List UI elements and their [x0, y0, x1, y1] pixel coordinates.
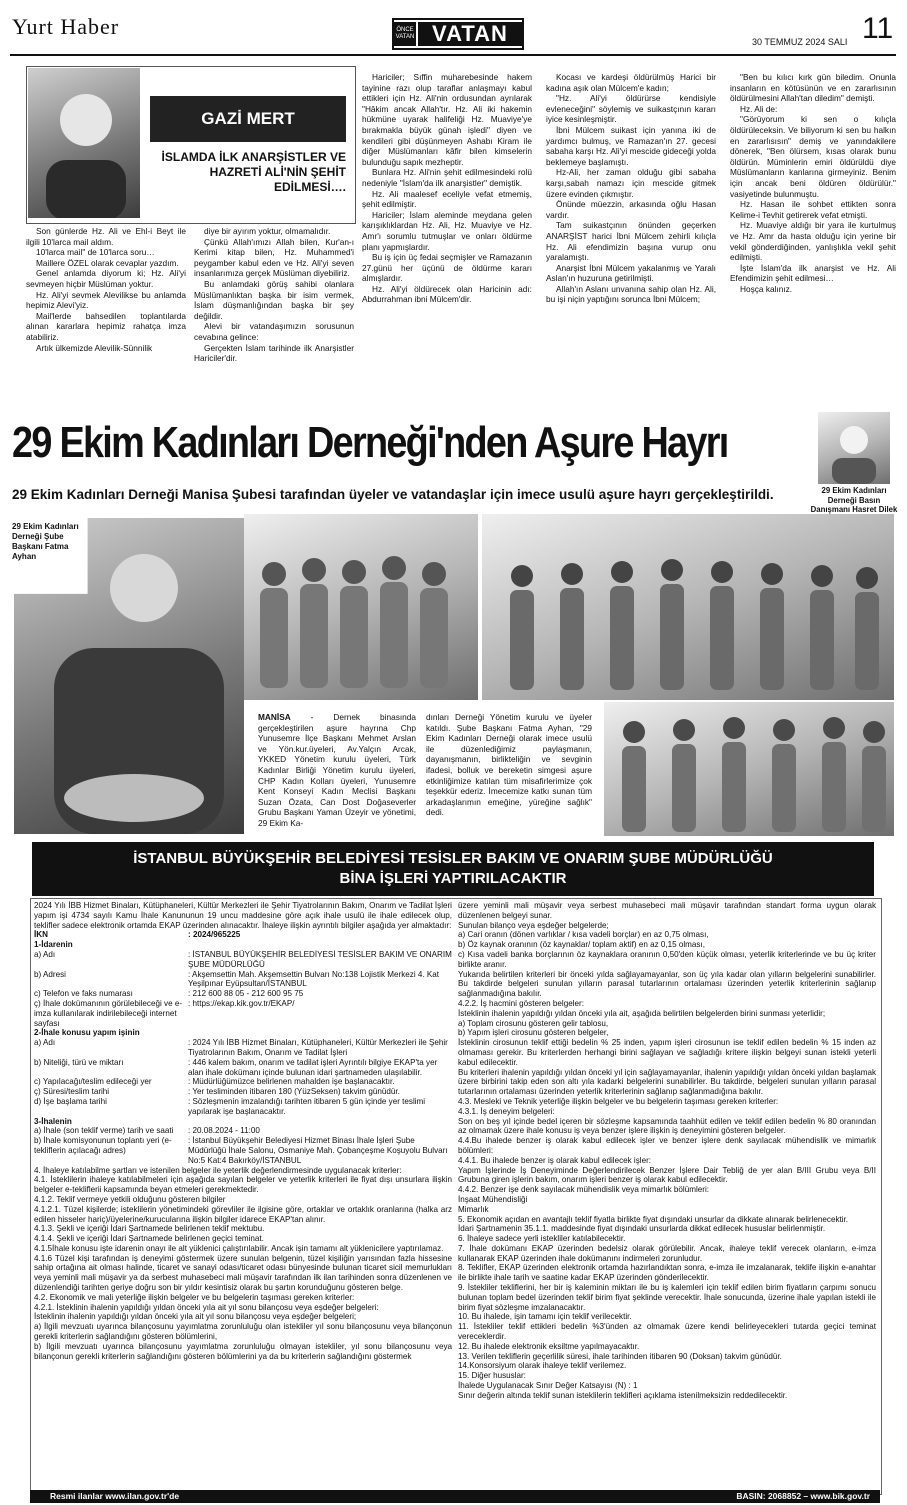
ad-paragraph: 7. İhale dokümanı EKAP üzerinden bedelsiz olarak görülebilir. Ancak, ihaleye teklif verecek olanların, e-imza kullanarak EKAP üzerinden ihale dokümanını indirmeleri zorunludur. — [458, 1243, 876, 1263]
footer-left[interactable]: Resmi ilanlar www.ilan.gov.tr'de — [50, 1491, 180, 1501]
ad-detail-key: 2-İhale konusu yapım işinin — [34, 1028, 140, 1038]
ad-detail-row — [34, 1087, 452, 1097]
ad-paragraph: 15. Diğer hususlar: — [458, 1371, 526, 1381]
column-paragraph: İşte İslam'da ilk anarşist ve Hz. Ali Efendimizin şehit edilmesi… — [730, 262, 896, 284]
column-paragraph: "Görüyorum ki sen o kılıçla öldürüleceksin. Ve biliyorum ki sen bu halkın en zararlısısın" demiş ve yanındakilere dönerek, "Ben ölürsem, kısas olarak bunu öldürün. Müminlerin emiri öldürüldü diye Müslümanların kanlarına girmeyiniz. Benim için ancak beni öldüren öldürülür." vasiyetinde bulunmuştu. — [730, 114, 896, 199]
ad-detail-row — [34, 989, 452, 999]
group-photo-3 — [604, 702, 894, 836]
page-number: 11 — [862, 12, 894, 45]
ad-detail-value: : 446 kalem bakım, onarım ve tadilat işleri Ayrıntılı bilgiye EKAP'ta yer alan ihale dokümanı içinde bulunan idari şartnameden ulaşılabilir. — [188, 1057, 438, 1077]
group-photo-1 — [244, 514, 478, 700]
ad-detail-row — [34, 970, 452, 990]
ad-detail-row — [34, 1126, 452, 1136]
ad-detail-row — [34, 1028, 452, 1038]
ad-paragraph: 4.3.1. İş deneyim belgeleri: — [458, 1106, 555, 1116]
column-paragraph: "Hz. Ali'yi öldürürse kendisiyle evleneceğini" söylemiş ve suikastçının kararı iyice kesinleşmiştir. — [546, 93, 716, 125]
ad-paragraph: a) İlgili mevzuatı uyarınca bilançosunu yayımlatma zorunluluğu olan istekliler yıl sonu bilançosunu veya bilançonun gerekli kriterlerin sağlandığını gösteren bölümlerini, — [34, 1322, 452, 1342]
ad-intro: 2024 Yılı İBB Hizmet Binaları, Kütüphaneleri, Kültür Merkezleri ile Şehir Tiyatrolarının Bakım, Onarım ve Tadilat İşleri yapım işi 4734 sayılı Kamu İhale Kanununun 19 uncu maddesine göre açık ihale usulü ile ihale edilecek olup, teklifler sadece elektronik ortamda EKAP üzerinden alınacaktır. İhaleye ilişkin ayrıntılı bilgiler aşağıda yer almaktadır: — [34, 901, 452, 930]
ad-detail-key: ç) Süresi/teslim tarihi — [34, 1087, 110, 1097]
ikn-label: İKN — [34, 930, 48, 940]
ad-paragraph: 4.1.4. Şekli ve içeriği İdari Şartnamede belirlenen geçici teminat. — [34, 1234, 264, 1244]
column-paragraph: Artık ülkemizde Alevilik-Sünnilik — [36, 342, 153, 353]
ad-banner-line2: BİNA İŞLERİ YAPTIRILACAKTIR — [339, 870, 567, 887]
footer-right[interactable]: BASIN: 2068852 – www.bik.gov.tr — [736, 1491, 870, 1501]
column-paragraph: Genel anlamda diyorum ki; Hz. Ali'yi sevmeyen hiçbir Müslüman yoktur. — [26, 268, 186, 289]
ad-detail-value: : Akşemsettin Mah. Akşemsettin Bulvarı No:138 Lojistik Merkezi 4. Kat Yeşilpınar Eyüpsultan/İSTANBUL — [188, 969, 440, 989]
group-photo-2 — [482, 514, 894, 700]
column-paragraph: İbni Mülcem suikast için yanına iki de yardımcı bulmuş, ve Ramazan'ın 27. gecesi sabaha karşı Hz. Ali'yi mescide gideceği yolda beklemeye başlamıştı. — [546, 124, 716, 167]
ad-paragraph: İsteklinin cirosunun teklif ettiği bedelin % 25 inden, yapım işleri cirosunun ise teklif edilen bedelin % 15 inden az olmaması gerekir. Bu kriterlerden herhangi birini sağlayan ve sağladığı kritere ilişkin belgeyi sunan istekli yeterli kabul edilecektir. — [458, 1038, 876, 1067]
ad-paragraph: 13. Verilen tekliflerin geçerlilik süresi, ihale tarihinden itibaren 90 (Doksan) takvim günüdür. — [458, 1351, 782, 1361]
people-group-icon — [244, 514, 478, 700]
author-name-band — [150, 96, 346, 142]
ad-paragraph: 4.2. Ekonomik ve mali yeterliğe ilişkin belgeler ve bu belgelerin taşıması gereken kriterler: — [34, 1292, 355, 1302]
ad-detail-key: ç) İhale dokümanının görülebileceği ve e-imza kullanılarak indirilebileceği internet sayfası — [34, 998, 183, 1028]
ad-detail-key: d) İşe başlama tarihi — [34, 1096, 107, 1106]
ad-paragraph: 4.3. Mesleki ve Teknik yeterliğe ilişkin belgeler ve bu belgelerin taşıması gereken kriterler: — [458, 1096, 779, 1106]
ad-detail-row — [34, 950, 452, 970]
person-silhouette-icon — [818, 412, 890, 484]
column-text-col5 — [730, 72, 896, 294]
ad-detail-row — [34, 1117, 452, 1127]
ad-paragraph: 4.1. İsteklilerin ihaleye katılabilmeleri için aşağıda sayılan belgeler ve yeterlik kriterleri ile fiyat dışı unsurlara ilişkin belgeler e-tekliflerii kapsamında beyan etmeleri gerekmektedir. — [34, 1175, 452, 1195]
dateline: MANİSA — [258, 712, 291, 722]
ad-paragraph: 14.Konsorsiyum olarak ihaleye teklif verilemez. — [458, 1361, 627, 1371]
ikn-value: : 2024/965225 — [188, 930, 241, 940]
ad-detail-value: : Müdürlüğümüzce belirlenen mahalden işe başlanacaktır. — [188, 1077, 395, 1087]
ad-paragraph: b) Öz kaynak oranının (öz kaynaklar/ toplam aktif) en az 0,15 olması, — [458, 940, 705, 950]
column-paragraph: Maillere ÖZEL olarak cevaplar yazdım. — [36, 257, 179, 268]
ad-detail-key: b) Niteliği, türü ve miktarı — [34, 1057, 124, 1067]
column-title: İSLAMDA İLK ANARŞİSTLER VE HAZRETİ ALİ'NİN ŞEHİT EDİLMESİ…. — [161, 150, 346, 194]
ad-paragraph: b) Yapım işleri cirosunu gösteren belgeler, — [458, 1028, 609, 1038]
ad-detail-value: : https://ekap.kik.gov.tr/EKAP/ — [188, 998, 295, 1008]
ad-paragraph: 4.1.5İhale konusu işte idarenin onayı ile alt yüklenici çalıştırılabilir. Ancak işin tamamı alt yüklenicilere yaptırılamaz. — [34, 1243, 444, 1253]
column-paragraph: Bu iş için üç fedai seçmişler ve Ramazanın 27.günü her üçünü de öldürme kararı almışlardır. — [362, 252, 532, 284]
column-paragraph: Hz. Hasan ile sohbet ettikten sonra Kelime-i Tevhit getirerek vefat etmişti. — [730, 199, 896, 220]
column-paragraph: Hz. Ali'yi öldürecek olan Haricinin adı: Abdurrahman ibni Mülcem'dir. — [362, 283, 532, 305]
story-body-col1 — [258, 712, 416, 829]
column-paragraph: Hz. Muaviye aldığı bir yara ile kurtulmuş ve Hz. Amr da hasta olduğu için yerine bir vekil gönderdiğinden, yanlışlıkla vekil şehit edilmişti. — [730, 220, 896, 263]
ad-paragraph: İnşaat Mühendisliği — [458, 1194, 528, 1204]
ad-paragraph: 9. İstekliler tekliflerini, her bir iş kaleminin miktarı ile bu iş kalemleri için teklif edilen birim fiyatların çarpımı sonucu bulunan toplam bedel üzerinden teklif birim fiyat şeklinde verecektir. İhale sonucunda, üzerine ihale yapılan istekli ile birim fiyat sözleşme imzalanacaktır. — [458, 1283, 876, 1312]
ad-paragraph: üzere yeminli mali müşavir veya serbest muhasebeci mali müşavir tarafından standart forma uygun olarak düzenlenen belgeyi sunar. — [458, 901, 876, 920]
ad-detail-key: c) Telefon ve faks numarası — [34, 989, 133, 999]
ad-detail-lines — [34, 940, 452, 1165]
ad-banner — [32, 842, 874, 896]
person-silhouette-icon — [28, 68, 140, 218]
ad-detail-value: : 2024 Yılı İBB Hizmet Binaları, Kütüphaneleri, Kültür Merkezleri ile Şehir Tiyatrolarının Bakım, Onarım ve Tadilat İşleri — [188, 1038, 448, 1057]
ad-detail-row — [34, 1077, 452, 1087]
ad-detail-key: 1-İdarenin — [34, 940, 73, 950]
column-paragraph: Hz. Ali'yi sevmek Alevilikse bu anlamda hepimiz Alevi'yiz. — [26, 289, 186, 311]
column-paragraph: Gerçekten İslam tarihinde ilk Anarşistler Hariciler'dir. — [194, 342, 354, 364]
column-paragraph: Bu anlamdaki görüş sahibi olanlara Müslümanlıktan başka bir isim vermek, İslam düşmanlığından başka bir şey değildir. — [194, 278, 354, 321]
ad-paragraph: Sunulan bilanço veya eşdeğer belgelerde; — [458, 920, 609, 930]
ad-paragraph: c) Kısa vadeli banka borçlarının öz kaynaklara oranının 0,50'den küçük olması, yeterlik kriterlerinde ve bu üç kriter birlikte aranır. — [458, 949, 876, 969]
ad-detail-value: : İstanbul Büyükşehir Belediyesi Hizmet Binası İhale İşleri Şube Müdürlüğü İhale Salonu, Osmaniye Mah. Çobançeşme Koşuyolu Bulvarı No:5 Kat:4 Bakırköy/İSTANBUL — [188, 1136, 448, 1165]
column-paragraph: Allah'ın Aslanı unvanına sahip olan Hz. Ali, bu işi niçin yaptığını sorunca İbni Mülcem; — [546, 283, 716, 305]
ad-detail-row — [34, 1058, 452, 1078]
ad-detail-row — [34, 1136, 452, 1165]
person-silhouette-icon — [14, 518, 244, 834]
ad-paragraph: 4.4.2. Benzer işe denk sayılacak mühendislik veya mimarlık bölümleri: — [458, 1185, 710, 1195]
column-paragraph: Mail'lerde bahsedilen toplantılarda alınan kararlara hepimiz rahatça imza atabiliriz. — [26, 310, 186, 342]
ad-paragraph: 12. Bu ihalede elektronik eksiltme yapılmayacaktır. — [458, 1341, 640, 1351]
ad-paragraph: 5. Ekonomik açıdan en avantajlı teklif fiyatla birlikte fiyat dışındaki unsurlar da dikkate alınarak belirlenecektir. — [458, 1214, 849, 1224]
column-paragraph: Hariciler; İslam aleminde meydana gelen karışıklıklardan Hz. Ali, Hz. Muaviye ve Hz. Amr'ı sorumlu tutmuşlar ve onları öldürme planı yapmışlardır. — [362, 209, 532, 252]
ad-paragraph: Sınır değerin altında teklif sunan isteklilerin teklifleri açıklama istenilmeksizin reddedilecektir. — [458, 1390, 788, 1400]
ad-paragraph: b) İlgili mevzuatı uyarınca bilançosunu yayımlatma zorunluluğu olmayan istekliler, yıl sonu bilançosunu veya bilançonun gerekli kriterlerin sağlandığını gösteren bölümlerini ya da bu kriterlerin sağlandığını göstermek — [34, 1341, 452, 1361]
ad-paragraph: Yapım İşlerinde İş Deneyiminde Değerlendirilecek Benzer İşlere Dair Tebliğ de yer alan B/III Grubu veya B/II Grubuna giren işlerin bakım, onarım işleri benzer iş olarak kabul edilecektir. — [458, 1165, 876, 1185]
column-paragraph: "Ben bu kılıcı kırk gün biledim. Onunla insanların en kötüsünün ve en zararlısının öldürülmesini Allah'tan diledim" demişti. — [730, 72, 896, 104]
ad-paragraph: 4.4.1. Bu ihalede benzer iş olarak kabul edilecek işler: — [458, 1155, 652, 1165]
ad-detail-row — [34, 999, 452, 1028]
ad-paragraph: İhalede Uygulanacak Sınır Değer Katsayısı (N) : 1 — [458, 1381, 638, 1391]
column-paragraph: 10'larca mail" de 10'larca soru… — [36, 247, 155, 258]
issue-date: 30 TEMMUZ 2024 SALI — [752, 37, 848, 47]
author-name: GAZİ MERT — [201, 109, 295, 128]
column-paragraph: Kocası ve kardeşi öldürülmüş Harici bir kadına aşık olan Mülcem'e kadın; — [546, 72, 716, 93]
ad-detail-value: : Yer tesliminden itibaren 180 (YüzSeksen) takvim günüdür. — [188, 1087, 400, 1097]
ad-right-column — [458, 901, 876, 1401]
ad-paragraph: 6. İhaleye sadece yerli istekliler katılabilecektir. — [458, 1234, 626, 1244]
ad-detail-row — [34, 1097, 452, 1117]
story-subtitle: 29 Ekim Kadınları Derneği Manisa Şubesi tarafından üyeler ve vatandaşlar için imece usulü aşure hayrı gerçekleştirildi. — [12, 487, 774, 502]
ad-left-column — [34, 901, 452, 1361]
ad-detail-key: c) Yapılacağı/teslim edileceği yer — [34, 1077, 152, 1087]
ad-detail-row — [34, 940, 452, 950]
ad-banner-line1: İSTANBUL BÜYÜKŞEHİR BELEDİYESİ TESİSLER BAKIM VE ONARIM ŞUBE MÜDÜRLÜĞÜ — [133, 850, 773, 867]
column-paragraph: Hz. Ali maalesef eceliyle vefat etmemiş, şehit edilmiştir. — [362, 188, 532, 210]
story-headline[interactable]: 29 Ekim Kadınları Derneği'nden Aşure Hayrı — [12, 418, 728, 467]
section-title: Yurt Haber — [12, 14, 120, 39]
column-paragraph: Hz. Ali de: — [740, 103, 778, 114]
people-group-icon — [604, 702, 894, 836]
ad-paragraph: a) Cari oranın (dönen varlıklar / kısa vadeli borçlar) en az 0,75 olması, — [458, 930, 709, 940]
column-paragraph: Bunlara Hz. Ali'nin şehit edilmesindeki rolü nedeniyle "İslam'da ilk anarşistler" demiştik. — [362, 167, 532, 188]
ad-detail-key: b) İhale komisyonunun toplantı yeri (e-tekliflerin açılacağı adres) — [34, 1136, 172, 1155]
ad-detail-key: a) Adı — [34, 949, 56, 959]
ad-paragraph: İsteklinin ihalenin yapıldığı yıldan önceki yıla ait yıl sonu bilançosu veya eşdeğer belgeleri; — [34, 1312, 357, 1322]
ad-paragraph: 4.1.3. Şekli ve içeriği İdari Şartnamede belirlenen teklif mektubu. — [34, 1224, 265, 1234]
author-photo — [28, 68, 140, 218]
column-paragraph: Hariciler; Sıffin muharebesinde hakem tayinine razı olup taraflar anlaşmayı kabul ettikleri için Hz. Ali'nin ordusundan ayrılarak "Hâkim ancak Allah'tır. Hz. Ali iki hakemin hükmüne uyarak halifeliği Hz. Muaviye'ye bırakmakla büyük günah işledi" diyen ve kendileri gibi düşünmeyen Ashabı Kiram ile diğer Müslümanları kâfir bilen kimselerin bulunduğu sapık mezheptir. — [362, 72, 532, 167]
column-paragraph: Son günlerde Hz. Ali ve Ehl-i Beyt ile ilgili 10'larca mail aldım. — [26, 226, 186, 247]
ad-paragraph: 4.2.2. İş hacmini gösteren belgeler: — [458, 998, 584, 1008]
newspaper-logo[interactable] — [392, 18, 524, 50]
ad-paragraph: Bu kriterleri ihalenin yapıldığı yıldan önceki yıl için sağlayamayanlar, ihalenin yapıldığı yıldan önceki yıldan başlamak üzere birbirini takip eden son altı yıla kadarki belgelerini sunabilirler. Bu takdirde, belgeleri sunulan yılların parasal tutarlarının ortalaması üzerinden yeterlik kriterlerinin sağlanıp sağlanmadığına bakılır. — [458, 1067, 876, 1097]
ad-paragraph: 4.1.2. Teklif vermeye yetkili olduğunu gösteren bilgiler — [34, 1194, 226, 1204]
ad-paragraph: Yukarıda belirtilen kriterleri bir önceki yılda sağlayamayanlar, son üç yıla kadar olan yılların belgelerini sunabilirler. Bu takdirde belgeleri sunulan yılların parasal tutarlarının ortalaması üzerinden yeterlik kriterlerinin sağlanıp sağlanmadığına bakılır. — [458, 969, 876, 999]
president-photo — [14, 518, 244, 834]
ad-paragraph: 4.1.2.1. Tüzel kişilerde; isteklilerin yönetimindeki görevliler ile ilgisine göre, ortaklar ve ortaklık oranlarına (halka arz edilen hisseler hariç)/üyelerine/kurucularına ilişkin bilgiler idarece EKAP'tan alınır. — [34, 1204, 452, 1224]
ad-paragraph: Son on beş yıl içinde bedel içeren bir sözleşme kapsamında taahhüt edilen ve teklif edilen bedelin % 80 oranından az olmamak üzere ihale konusu iş veya benzer işlere ilişkin iş deneyimini gösteren belgeler. — [458, 1116, 876, 1136]
ad-detail-key: a) İhale (son teklif verme) tarih ve saati — [34, 1126, 174, 1136]
story-body-text1: - Dernek binasında gerçekleştirilen aşure hayrına Chp Yunusemre İlçe Başkanı Mehmet Arslan ve Yön.kur.üyeleri, Av.Yalçın Arcak, YKKED Yönetim kurulu üyeleri, Türk Kadınlar Birliği Yönetim kurulu üyeleri, CHP Kadın Kolları üyeleri, Yunusemre Kent Konseyi Kadın Meclisi Başkanı Suzan Özata, Can Dost Doğaseverler Grubu Başkanı Yaman Üzeyir ve yönetimi, 29 Ekim Ka- — [258, 712, 416, 828]
column-text-col3 — [362, 72, 532, 305]
ad-detail-value: : 212 600 88 05 - 212 600 95 75 — [188, 989, 304, 999]
header-divider — [10, 54, 896, 56]
advisor-photo — [818, 412, 890, 484]
people-group-icon — [482, 514, 894, 700]
ad-paragraph: 10. Bu ihalede, işin tamamı için teklif verilecektir. — [458, 1312, 632, 1322]
ad-paragraph: Mimarlık — [458, 1204, 489, 1214]
column-paragraph: Alevi bir vatandaşımızın sorusunun cevabına gelince: — [194, 321, 354, 342]
advisor-caption: 29 Ekim Kadınları Derneği Basın Danışmanı Hasret Dilek — [810, 486, 898, 515]
president-caption: 29 Ekim Kadınları Derneği Şube Başkanı Fatma Ayhan — [12, 522, 79, 561]
column-paragraph: Tam suikastçının önünden geçerken ANARŞİST harici İbni Mülcem zehirli kılıçla Hz. Ali efendimizin başına vurup onu yaralamıştı. — [546, 220, 716, 263]
ad-paragraph: 4.1.6 Tüzel kişi tarafından iş deneyimi göstermek üzere sunulan belgenin, tüzel kişiliğin yarısından fazla hissesine sahip ortağına ait olması halinde, ticaret ve sanayi odası/ticaret odası bünyesinde bulunan ticaret sicil memurlukları veya yeminli mali müşavir ya da serbest muhasebeci mali müşavir tarafından ilk ilan tarihinden sonra düzenlenen ve düzenlendiği tarihten geriye doğru son bir yıldır kesintisiz olarak bu şartın korunduğunu gösteren belge. — [34, 1253, 452, 1293]
footer-bar — [30, 1490, 880, 1503]
ad-paragraph: 8. Teklifler, EKAP üzerinden elektronik ortamda hazırlandıktan sonra, e-imza ile imzalanarak, teklife ilişkin e-anahtar ile birlikte ihale tarih ve saatine kadar EKAP üzerinden gönderilecektir. — [458, 1263, 876, 1283]
ad-detail-key: b) Adresi — [34, 969, 66, 979]
logo-badge: ÖNCE VATAN — [394, 22, 416, 46]
ad-paragraph: İdari Şartnamenin 35.1.1. maddesinde fiyat dışındaki unsurlarda dikkat edilecek hususlar belirlenmiştir. — [458, 1224, 826, 1234]
ad-paragraph: 11. İstekliler teklif ettikleri bedelin %3'ünden az olmamak üzere kendi belirleyecekleri tutarda geçici teminat vereceklerdir. — [458, 1322, 876, 1342]
ad-detail-key: a) Adı — [34, 1038, 56, 1048]
logo-text: VATAN — [418, 22, 522, 46]
ad-paragraph: İsteklinin ihalenin yapıldığı yıldan önceki yıla ait, aşağıda belirtilen belgelerden birini sunması yeterlidir; — [458, 1008, 826, 1018]
ad-paragraph: a) Toplam cirosunu gösteren gelir tablosu, — [458, 1018, 609, 1028]
column-paragraph: Hoşça kalınız. — [740, 283, 793, 294]
ad-detail-value: : İSTANBUL BÜYÜKŞEHİR BELEDİYESİ TESİSLER BAKIM VE ONARIM ŞUBE MÜDÜRLÜĞÜ — [188, 949, 452, 969]
column-text-col4 — [546, 72, 716, 305]
ad-detail-value: : Sözleşmenin imzalandığı tarihten itibaren 5 gün içinde yer teslimi yapılarak işe başlanacaktır. — [188, 1096, 426, 1116]
ad-left-paragraphs — [34, 1166, 452, 1362]
ad-detail-value: : 20.08.2024 - 11:00 — [188, 1126, 260, 1136]
ad-paragraph: 4.2.1. İsteklinin ihalenin yapıldığı yıldan önceki yıla ait yıl sonu bilançosu veya eşdeğer belgeleri: — [34, 1302, 379, 1312]
column-paragraph: Önünde müezzin, arkasında oğlu Hasan vardır. — [546, 199, 716, 220]
ad-detail-row — [34, 1038, 452, 1058]
column-paragraph: Çünkü Allah'ımızı Allah bilen, Kur'an-ı Kerimi kitap bilen, Hz. Muhammed'i peygamber kabul eden ve Hz. Ali'yi seven insanlarımıza gerçek Müslüman diyebiliriz. — [194, 236, 354, 279]
story-body-col2: dınları Derneği Yönetim kurulu ve üyeler katıldı. Şube Başkanı Fatma Ayhan, "29 Ekim Kadınları Derneği olarak imece usulü ile düzenlediğimiz paylaşmanın, dayanışmanın, birlikteliğin ve sevginin ifadesi, bolluk ve bereketin simgesi aşure etkinliğimize katılan tüm misafirlerimize çok teşekkür ederiz. İmecemize katkı sunan tüm arkadaşlarımın emeğine, yüreğine sağlık" dedi. — [426, 712, 592, 818]
column-paragraph: Anarşist İbni Mülcem yakalanmış ve Yaralı Aslan'ın huzuruna getirilmişti. — [546, 262, 716, 284]
ad-detail-key: 3-İhalenin — [34, 1116, 72, 1126]
ad-paragraph: 4.4.Bu ihalede benzer iş olarak kabul edilecek işler ve benzer işlere denk sayılacak mühendislik ve mimarlık bölümleri: — [458, 1136, 876, 1155]
column-text-col2 — [194, 226, 354, 364]
ad-paragraph: 4. İhaleye katılabilme şartları ve istenilen belgeler ile yeterlik değerlendirmesinde uygulanacak kriterler: — [34, 1165, 402, 1175]
column-text-col1 — [26, 226, 186, 353]
column-paragraph: diye bir ayırım yoktur, olmamalıdır. — [204, 226, 331, 236]
column-paragraph: Hz-Ali, her zaman olduğu gibi sabaha karşı,sabah namazı için mescide gitmek üzere evinden çıkmıştır. — [546, 167, 716, 199]
